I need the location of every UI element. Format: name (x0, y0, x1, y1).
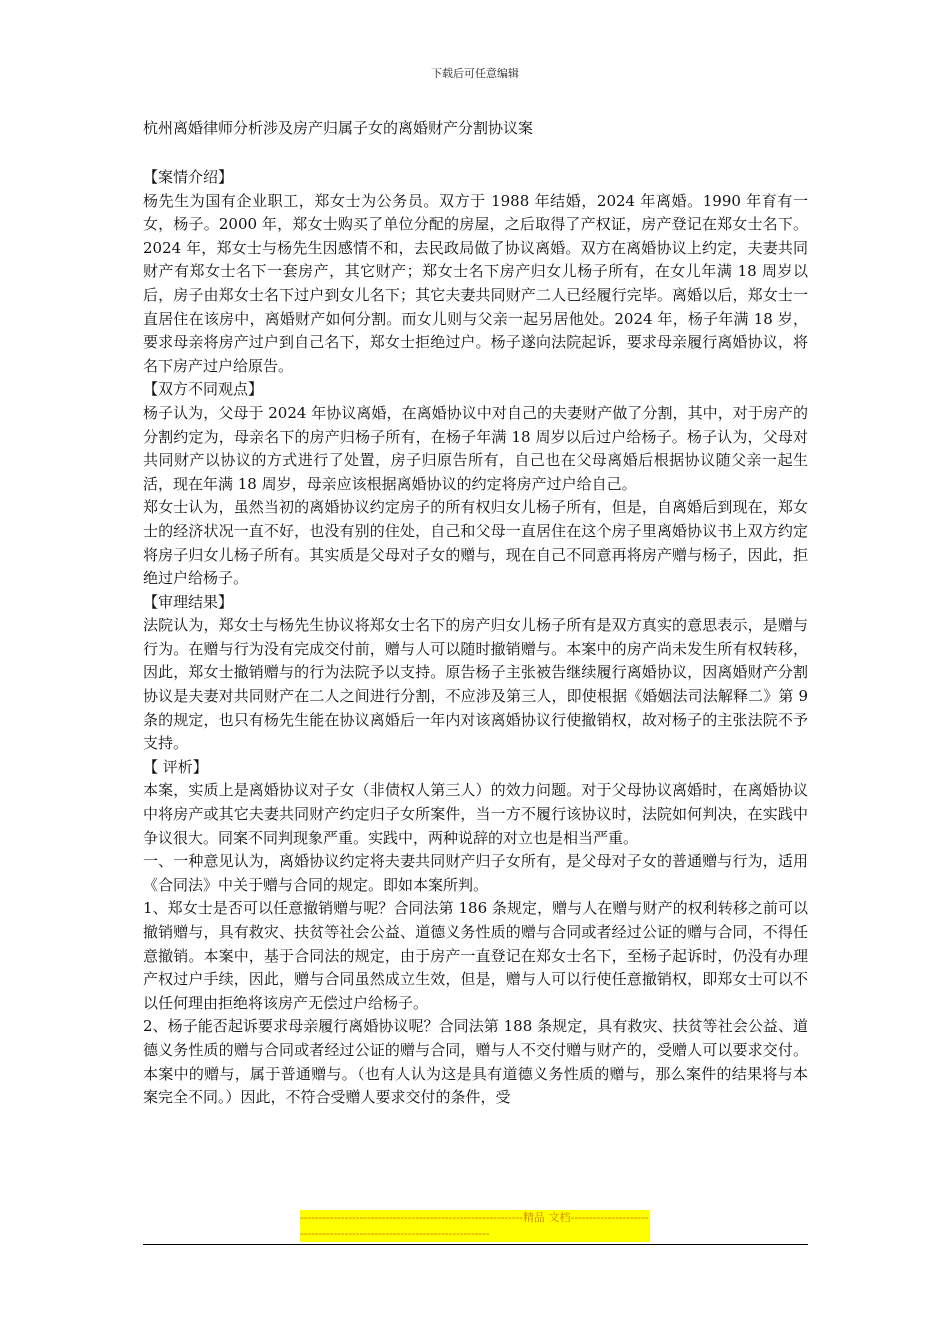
section-heading-views: 【双方不同观点】 (143, 380, 264, 399)
paragraph: 法院认为，郑女士与杨先生协议将郑女士名下的房产归女儿杨子所有是双方真实的意思表示，是赠与行为。在赠与行为没有完成交付前，赠与人可以随时撤销赠与。本案中的房产尚未发生所有权转移，因此，郑女士撤销赠与的行为法院予以支持。原告杨子主张被告继续履行离婚协议，因离婚财产分割协议是夫妻对共同财产在二人之间进行分割，不应涉及第三人，即使根据《婚姻法司法解释二》第 9 条的规定，也只有杨先生能在协议离婚后一年内对该离婚协议行使撤销权，故对杨子的主张法院不予支持。 (143, 616, 808, 753)
page-header: 下载后可任意编辑 (431, 67, 519, 80)
footer-divider (143, 1244, 808, 1245)
paragraph: 本案，实质上是离婚协议对子女（非债权人第三人）的效力问题。对于父母协议离婚时，在离婚协议中将房产或其它夫妻共同财产约定归子女所案件，当一方不履行该协议时，法院如何判决，在实践中争议很大。同案不同判现象严重。实践中，两种说辞的对立也是相当严重。 (143, 781, 808, 847)
paragraph: 杨先生为国有企业职工，郑女士为公务员。双方于 1988 年结婚，2024 年离婚。1990 年育有一女，杨子。2000 年，郑女士购买了单位分配的房屋，之后取得了产权证，房产登记在郑女士名下。2024 年，郑女士与杨先生因感情不和，去民政局做了协议离婚。双方在离婚协议上约定，夫妻共同财产有郑女士名下一套房产，其它财产；郑女士名下房产归女儿杨子所有，在女儿年满 18 周岁以后，房子由郑女士名下过户到女儿名下；其它夫妻共同财产二人已经履行完毕。离婚以后，郑女士一直居住在该房中，离婚财产如何分割。而女儿则与父亲一起另居他处。2024 年，杨子年满 18 岁，要求母亲将房产过户到自己名下，郑女士拒绝过户。杨子遂向法院起诉，要求母亲履行离婚协议，将名下房产过户给原告。 (143, 191, 808, 375)
section-heading-case: 【案情介绍】 (143, 168, 234, 186)
paragraph: 2、杨子能否起诉要求母亲履行离婚协议呢？合同法第 188 条规定，具有救灾、扶贫等社会公益、道德义务性质的赠与合同或者经过公证的赠与合同，赠与人不交付赠与财产的，受赠人可以要求交付。本案中的赠与，属于普通赠与。（也有人认为这是具有道德义务性质的赠与，那么案件的结果将与本案完全不同。）因此，不符合受赠人要求交付的条件，受 (143, 1017, 808, 1107)
section-heading-analysis: 【 评析】 (143, 757, 208, 776)
paragraph: 一、一种意见认为，离婚协议约定将夫妻共同财产归子女所有，是父母对子女的普通赠与行为，适用《合同法》中关于赠与合同的规定。即如本案所判。 (143, 852, 808, 894)
paragraph: 1、郑女士是否可以任意撤销赠与呢？合同法第 186 条规定，赠与人在赠与财产的权利转移之前可以撤销赠与，具有救灾、扶贫等社会公益、道德义务性质的赠与合同或者经过公证的赠与合同，不得任意撤销。本案中，基于合同法的规定，由于房产一直登记在郑女士名下，至杨子起诉时，仍没有办理产权过户手续，因此，赠与合同虽然成立生效，但是，赠与人可以行使任意撤销权，即郑女士可以不以任何理由拒绝将该房产无偿过户给杨子。 (143, 899, 808, 1012)
section-heading-result: 【审理结果】 (143, 592, 234, 611)
paragraph: 郑女士认为，虽然当初的离婚协议约定房子的所有权归女儿杨子所有，但是，自离婚后到现在，郑女士的经济状况一直不好，也没有别的住处，自己和父母一直居住在这个房子里离婚协议书上双方约定将房子归女儿杨子所有。其实质是父母对子女的赠与，现在自己不同意再将房产赠与杨子，因此，拒绝过户给杨子。 (143, 498, 808, 588)
footer-banner: ------------------------------------------------------------精品 文档------------------------------------------------------------------------ (300, 1211, 649, 1240)
document-body (143, 116, 808, 1110)
paragraph: 杨子认为，父母于 2024 年协议离婚，在离婚协议中对自己的夫妻财产做了分割，其中，对于房产的分割约定为，母亲名下的房产归杨子所有，在杨子年满 18 周岁以后过户给杨子。杨子认为，父母对共同财产以协议的方式进行了处置，房子归原告所有，自己也在父母离婚后根据协议随父亲一起生活，现在年满 18 周岁，母亲应该根据离婚协议的约定将房产过户给自己。 (143, 403, 808, 493)
document-title: 杭州离婚律师分析涉及房产归属子女的离婚财产分割协议案 (143, 119, 534, 137)
